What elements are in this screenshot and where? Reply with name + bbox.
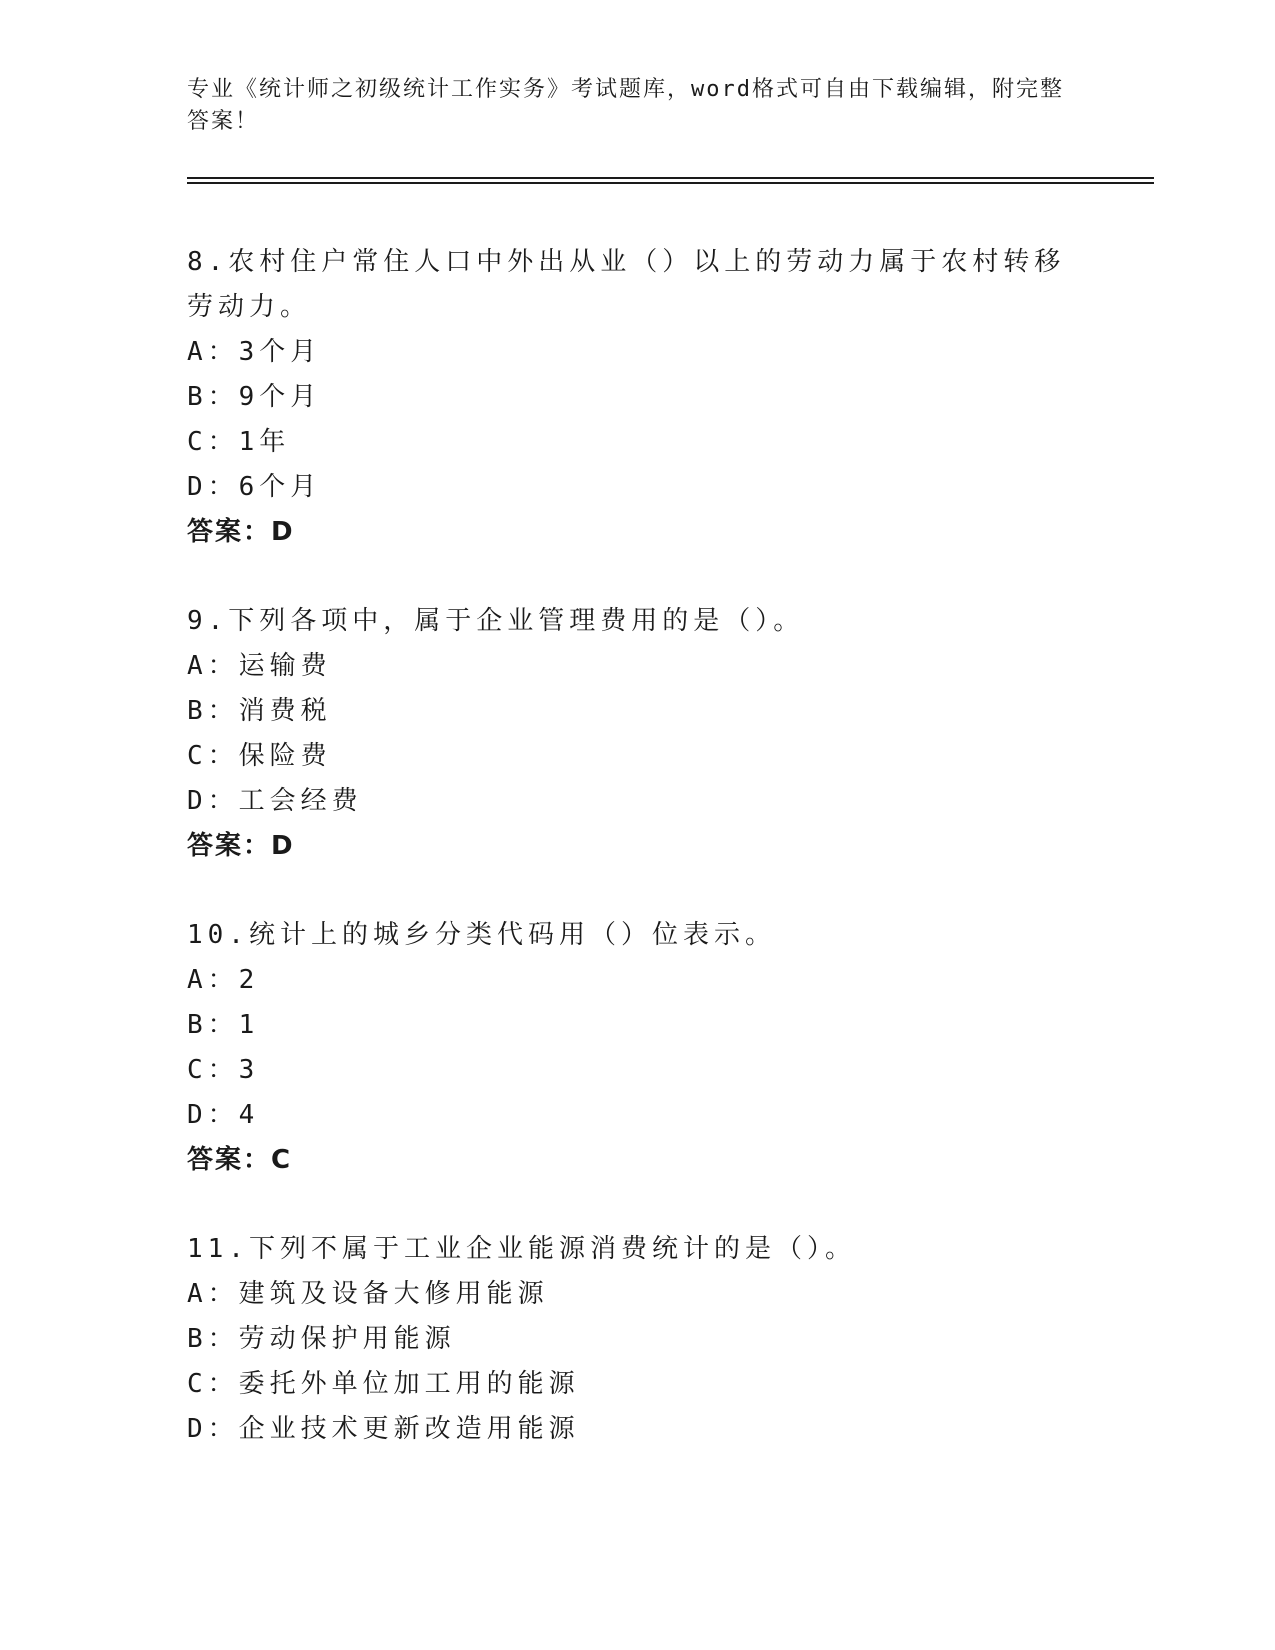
option-d: D：4 [187,1100,260,1130]
option-a: A：3个月 [187,337,322,367]
question-9 [187,599,1087,869]
option-d: D：企业技术更新改造用能源 [187,1414,580,1444]
document-header: 专业《统计师之初级统计工作实务》考试题库，word格式可自由下载编辑，附完整答案！ [187,77,1064,134]
option-b: B：劳动保护用能源 [187,1324,456,1354]
header-rule-bottom [187,182,1154,184]
header-rule-top [187,177,1154,179]
question-stem: 8.农村住户常住人口中外出从业（）以上的劳动力属于农村转移劳动力。 [187,247,1066,322]
question-stem: 11.下列不属于工业企业能源消费统计的是（）。 [187,1234,856,1264]
answer-line: 答案：C [187,1145,293,1175]
option-c: C：保险费 [187,741,332,771]
option-d: D：6个月 [187,472,322,502]
option-a: A：运输费 [187,651,332,681]
option-b: B：9个月 [187,382,322,412]
question-list [187,240,1087,1496]
option-c: C：3 [187,1055,260,1085]
option-c: C：1年 [187,427,291,457]
question-stem: 10.统计上的城乡分类代码用（）位表示。 [187,920,776,950]
question-10 [187,913,1087,1183]
option-b: B：1 [187,1010,260,1040]
question-11 [187,1227,1087,1452]
answer-line: 答案：D [187,517,295,547]
option-c: C：委托外单位加工用的能源 [187,1369,580,1399]
option-d: D：工会经费 [187,786,363,816]
option-a: A：2 [187,965,260,995]
answer-line: 答案：D [187,831,295,861]
question-8 [187,240,1087,555]
option-b: B：消费税 [187,696,332,726]
option-a: A：建筑及设备大修用能源 [187,1279,549,1309]
question-stem: 9.下列各项中，属于企业管理费用的是（）。 [187,606,805,636]
